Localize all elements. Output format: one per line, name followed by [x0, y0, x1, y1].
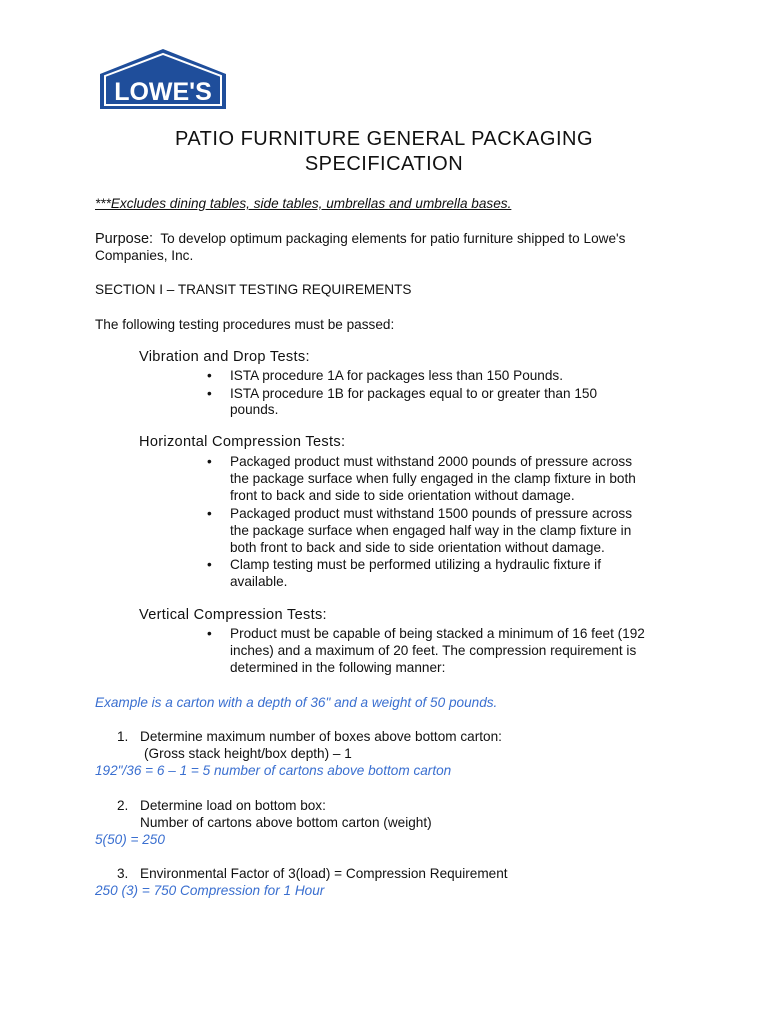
vibration-bullet-2: • ISTA procedure 1B for packages equal to or greater than 150 [230, 385, 597, 402]
step-3-text: Environmental Factor of 3(load) = Compression Requirement [140, 866, 508, 881]
horizontal-heading: Horizontal Compression Tests: [139, 434, 346, 450]
horizontal-bullet-3-cont: available. [230, 574, 288, 589]
example-text: Example is a carton with a depth of 36" and a weight of 50 pounds. [95, 695, 498, 710]
horizontal-bullet-2: • Packaged product must withstand 1500 pounds of pressure across [230, 505, 632, 522]
horizontal-bullet-2-cont: the package surface when engaged half way in the clamp fixture in [230, 523, 632, 538]
step-3-number: 3. [117, 866, 129, 881]
step-1-number: 1. [117, 729, 129, 744]
step-2-calculation: 5(50) = 250 [95, 832, 165, 847]
step-2-formula: Number of cartons above bottom carton (weight) [140, 815, 432, 830]
document-title-line2: SPECIFICATION [304, 153, 464, 175]
step-1-formula: (Gross stack height/box depth) – 1 [144, 746, 352, 761]
horizontal-bullet-1: • Packaged product must withstand 2000 pounds of pressure across [230, 453, 632, 470]
vibration-bullet-1: • ISTA procedure 1A for packages less than 150 Pounds. [230, 367, 563, 384]
vertical-heading: Vertical Compression Tests: [139, 607, 327, 623]
step-1-text: Determine maximum number of boxes above bottom carton: [140, 729, 502, 744]
step-1-calculation: 192"/36 = 6 – 1 = 5 number of cartons above bottom carton [95, 763, 452, 778]
section-heading: SECTION I – TRANSIT TESTING REQUIREMENTS [95, 282, 412, 297]
vertical-bullet-1-cont: inches) and a maximum of 20 feet. The compression requirement is [230, 643, 637, 658]
step-2-text: Determine load on bottom box: [140, 798, 326, 813]
vertical-bullet-1-cont: determined in the following manner: [230, 660, 446, 675]
step-3-calculation: 250 (3) = 750 Compression for 1 Hour [95, 883, 325, 898]
horizontal-bullet-3: • Clamp testing must be performed utilizing a hydraulic fixture if [230, 556, 601, 573]
purpose-text: To develop optimum packaging elements for patio furniture shipped to Lowe's [160, 231, 626, 246]
vertical-bullet-1: • Product must be capable of being stacked a minimum of 16 feet (192 [230, 625, 645, 642]
horizontal-bullet-1-cont: front to back and side to side orientation without damage. [230, 488, 575, 503]
vibration-heading: Vibration and Drop Tests: [139, 349, 310, 365]
intro-text: The following testing procedures must be passed: [95, 317, 395, 332]
exclusion-note: ***Excludes dining tables, side tables, umbrellas and umbrella bases. [95, 196, 512, 211]
horizontal-bullet-2-cont: both front to back and side to side orientation without damage. [230, 540, 605, 555]
logo-text: LOWE'S [114, 78, 212, 106]
horizontal-bullet-1-cont: the package surface when fully engaged in the clamp fixture in both [230, 471, 636, 486]
purpose-paragraph [95, 230, 625, 248]
purpose-text-cont: Companies, Inc. [95, 248, 194, 263]
vibration-bullet-2-cont: pounds. [230, 402, 279, 417]
document-title-line1: PATIO FURNITURE GENERAL PACKAGING [174, 128, 594, 150]
purpose-label: Purpose: [95, 231, 154, 247]
step-2-number: 2. [117, 798, 129, 813]
lowes-logo [99, 48, 227, 110]
